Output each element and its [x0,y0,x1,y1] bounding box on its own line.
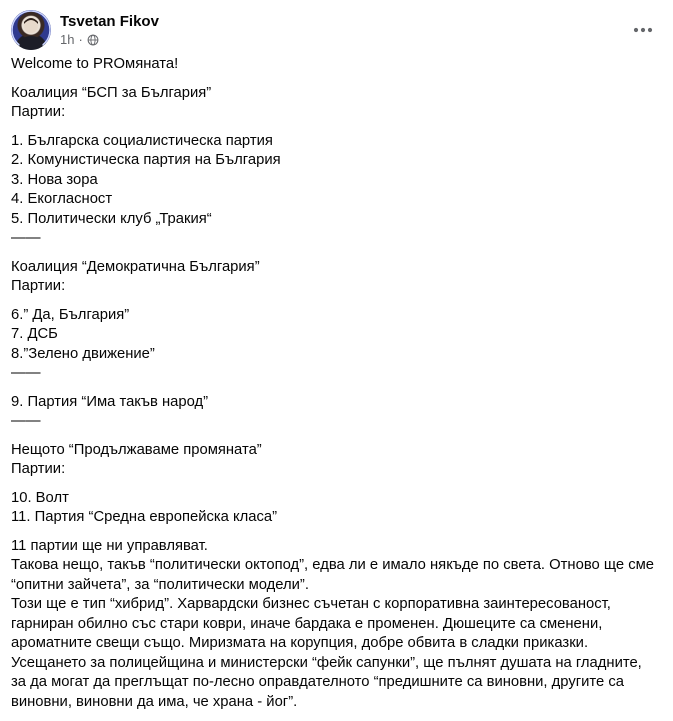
post-text-line: Партии: [11,104,66,120]
post-timestamp[interactable]: 1h [60,32,75,47]
meta-separator: · [78,32,83,47]
time-row [60,32,159,48]
post-text-line: Welcome to PROмяната! [11,56,179,72]
post-paragraph [11,55,661,75]
post-paragraph [11,393,661,432]
post-text-line: 11 партии ще ни управляват. [11,537,208,554]
post-text-line: 8.”Зелено движение” [11,345,155,362]
post-text-line: 10. Волт [11,489,69,506]
post-text-line: “опитни зайчета”, за “политически модели”. [11,576,309,593]
post-text-line: Такова нещо, такъв “политически октопод”, едва ли е имало някъде по света. Отново ще сме [11,557,655,573]
post-text-line: 9. Партия “Има такъв народ” [11,393,209,410]
post-text-line: 6.” Да, България” [11,306,130,323]
post-paragraph [11,489,661,528]
post-text-line: Усещането за полицейщина и министерски “фейк сапунки”, ще пълнят душата на гладните, [11,654,642,671]
post-text-line: 11. Партия “Средна европейска класа” [11,509,278,525]
post-text-line: за да могат да преглъщат по-лесно оправдателното “предишните са виновни, другите са [11,674,624,690]
post-paragraph [11,537,661,713]
post-paragraph [11,306,661,384]
author-name[interactable]: Tsvetan Fikov [60,13,159,30]
avatar-portrait-icon [11,10,51,50]
post-meta [60,12,159,48]
post-text-line: —— [11,413,41,429]
post-text-line: Този ще е тип “хибрид”. Харвардски бизнес съчетан с корпоративна заинтересованост, [11,596,611,612]
post-paragraph [11,84,661,123]
post-text [11,55,661,721]
globe-icon[interactable] [87,34,99,46]
post-text-line: Нещото “Продължаваме промяната” [11,441,262,458]
post-paragraph [11,132,661,249]
post-text-line: Коалиция “Демократична България” [11,258,260,275]
post-text-line: ароматните свещи също. Миризмата на корупция, добре обвита в сладки приказки. [11,635,589,651]
post-text-line: Партии: [11,461,66,477]
post-text-line: виновни, виновни да има, че храна - йог”. [11,693,298,710]
post-text-line: 2. Комунистическа партия на България [11,152,281,168]
post-header [11,10,159,50]
post-text-line: —— [11,230,41,246]
post-text-line: 1. Българска социалистическа партия [11,132,273,149]
post-text-line: —— [11,365,41,381]
more-horizontal-icon [633,27,653,33]
post-text-line: 5. Политически клуб „Тракия“ [11,210,212,227]
post-text-line: 3. Нова зора [11,171,98,188]
post-paragraph [11,258,661,297]
post-text-line: 4. Екогласност [11,191,113,207]
post-options-button[interactable] [625,12,661,48]
author-avatar[interactable] [11,10,51,50]
post-text-line: гарниран обилно със стари коври, иначе бардака е променен. Дюшеците са сменени, [11,615,603,632]
post-paragraph [11,441,661,480]
post-text-line: Коалиция “БСП за България” [11,84,212,101]
post-text-line: Партии: [11,278,66,294]
post-text-line: 7. ДСБ [11,326,58,342]
